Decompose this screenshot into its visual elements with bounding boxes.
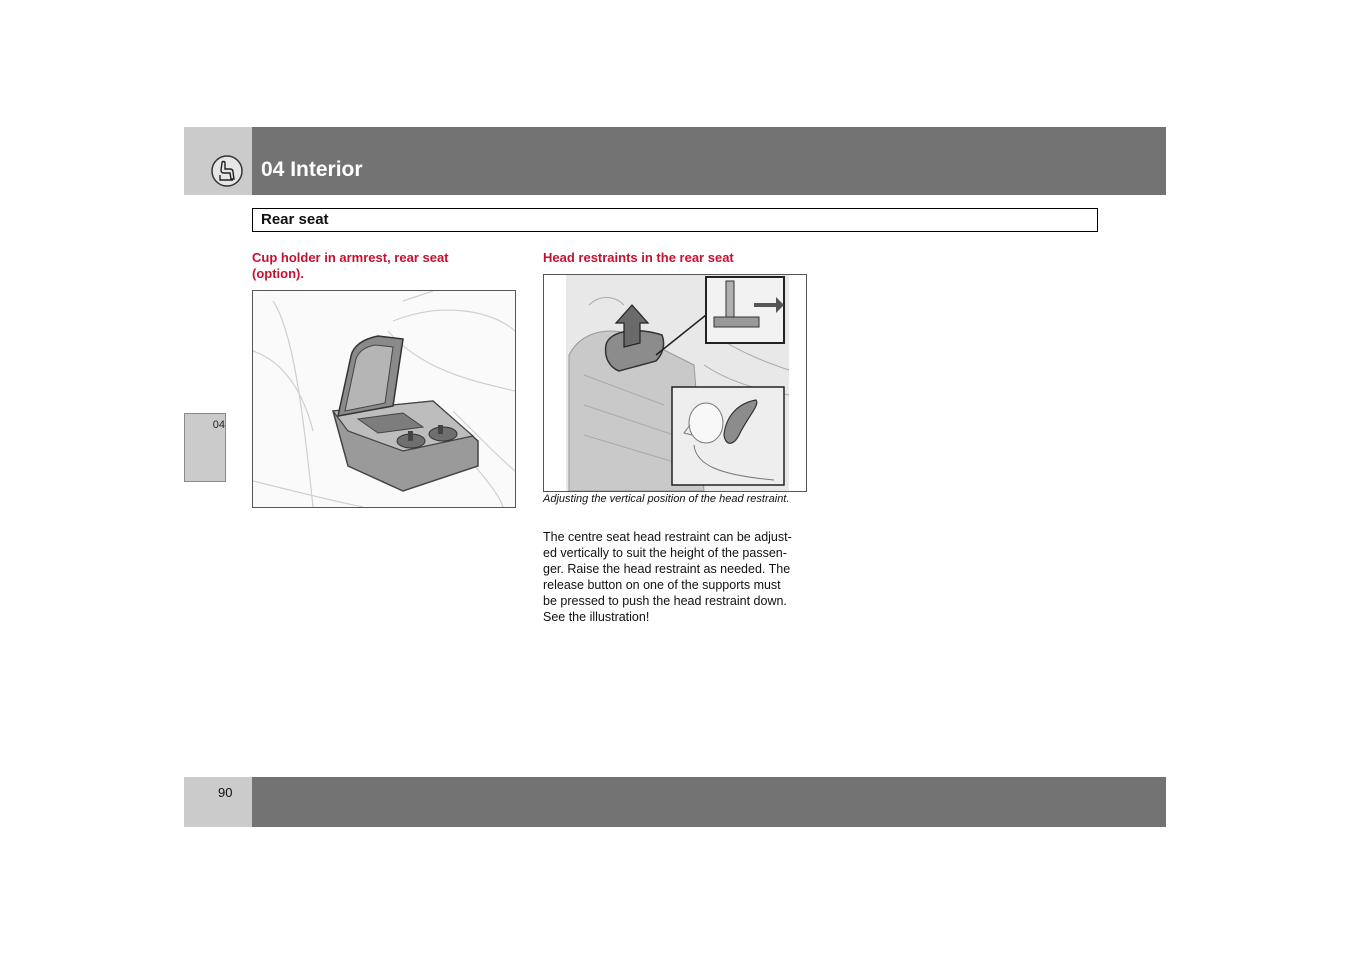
cup-holder-figure: [252, 290, 516, 508]
page-number: 90: [218, 785, 233, 800]
footer-bar: [252, 777, 1166, 827]
cup-holder-heading-line2: (option).: [252, 266, 304, 281]
body-text: [543, 529, 809, 625]
armrest-cup-holder-illustration: [253, 291, 515, 507]
chapter-icon-box: [184, 127, 252, 195]
section-title: Rear seat: [261, 211, 329, 228]
chapter-title: 04 Interior: [261, 158, 363, 181]
body-line: The centre seat head restraint can be adjust-: [543, 530, 792, 544]
side-tab-label: 04: [212, 419, 225, 431]
body-line: ed vertically to suit the height of the passen-: [543, 546, 787, 560]
footer-page-box: [184, 777, 252, 827]
head-restraint-figure: [543, 274, 807, 492]
head-restraint-illustration: [544, 275, 806, 491]
body-line: be pressed to push the head restraint down.: [543, 594, 787, 608]
chapter-header: [252, 127, 1166, 195]
chapter-side-tab: [184, 413, 226, 482]
body-line: ger. Raise the head restraint as needed. The: [543, 562, 791, 576]
section-bar: [252, 208, 1098, 232]
cup-holder-heading-line1: Cup holder in armrest, rear seat: [252, 250, 449, 265]
seat-icon: [211, 155, 243, 187]
figure-caption: Adjusting the vertical position of the head restraint.: [543, 493, 790, 505]
cup-holder-heading: [252, 250, 516, 282]
body-line: release button on one of the supports must: [543, 578, 781, 592]
body-line: See the illustration!: [543, 610, 650, 624]
head-restraints-heading: Head restraints in the rear seat: [543, 250, 734, 265]
